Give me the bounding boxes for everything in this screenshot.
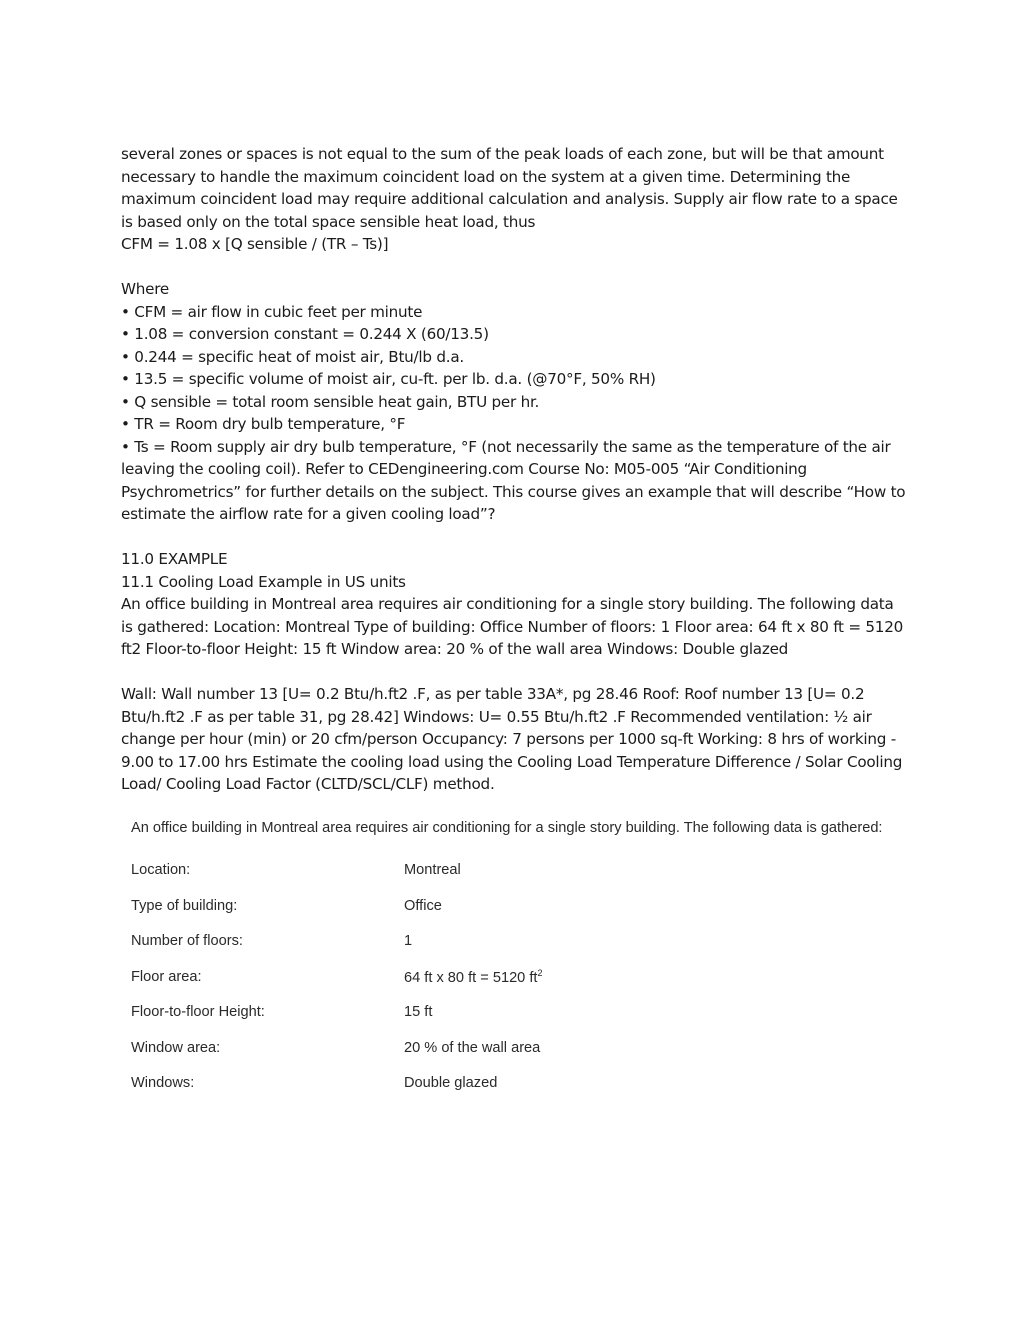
definition-item: • 1.08 = conversion constant = 0.244 X (60/13.5) <box>121 325 489 343</box>
building-data-table <box>131 853 542 1102</box>
row-value: 1 <box>404 933 413 950</box>
spacer <box>121 661 906 684</box>
row-value: 20 % of the wall area <box>404 1039 541 1056</box>
definition-item: • 13.5 = specific volume of moist air, cu-ft. per lb. d.a. (@70°F, 50% RH) <box>121 370 656 388</box>
row-label: Windows: <box>131 1075 195 1092</box>
definition-item: • Q sensible = total room sensible heat gain, BTU per hr. <box>121 392 540 411</box>
table-row <box>131 995 542 1031</box>
row-label: Number of floors: <box>131 933 243 950</box>
figure-intro: An office building in Montreal area requires air conditioning for a single story building. The following data is gathered: <box>131 820 883 836</box>
cfm-formula: CFM = 1.08 x [Q sensible / (TR – Ts)] <box>121 235 389 253</box>
where-label: Where <box>121 280 169 298</box>
row-value: Double glazed <box>404 1075 498 1092</box>
definition-item: • 0.244 = specific heat of moist air, Btu/lb d.a. <box>121 347 464 366</box>
table-row <box>131 924 542 960</box>
definition-item: • Ts = Room supply air dry bulb temperature, °F (not necessarily the same as the temperature of the air leaving the cooling coil). Refer to CEDengineering.com Course No: M05-005 “Air Conditioning Psychrometrics” for further details on the subject. This course gives an example that will describe “How to estimate the airflow rate for a given cooling load”? <box>121 437 906 523</box>
example-data-figure <box>131 815 901 1101</box>
row-value: Montreal <box>404 862 461 879</box>
definition-item: • TR = Room dry bulb temperature, °F <box>121 415 406 433</box>
row-label: Floor area: <box>131 968 202 985</box>
row-value: 15 ft <box>404 1004 433 1021</box>
table-row <box>131 888 542 924</box>
subsection-heading: 11.1 Cooling Load Example in US units <box>121 572 406 591</box>
row-label: Floor-to-floor Height: <box>131 1004 265 1021</box>
spacer <box>121 256 906 279</box>
section-heading: 11.0 EXAMPLE <box>121 550 228 568</box>
row-label: Type of building: <box>131 897 238 914</box>
example-paragraph: Wall: Wall number 13 [U= 0.2 Btu/h.ft2 .F, as per table 33A*, pg 28.46 Roof: Roof number 13 [U= 0.2 Btu/h.ft2 .F as per table 31, pg 28.42] Windows: U= 0.55 Btu/h.ft2 .F Recommended ventilation: ½ air change per hour (min) or 20 cfm/person Occupancy: 7 persons per 1000 sq-ft Working: 8 hrs of working - 9.00 to 17.00 hrs Estimate the cooling load using the Cooling Load Temperature Difference / Solar Cooling Load/ Cooling Load Factor (CLTD/SCL/CLF) method. <box>121 685 903 793</box>
spacer <box>121 526 906 549</box>
row-label: Window area: <box>131 1039 221 1056</box>
table-row <box>131 853 542 889</box>
table-row <box>131 1066 542 1102</box>
row-value: 64 ft x 80 ft = 5120 ft <box>404 969 538 986</box>
document-body <box>121 143 906 796</box>
example-paragraph: An office building in Montreal area requires air conditioning for a single story building. The following data is gathered: Location: Montreal Type of building: Office Number of floors: 1 Floor area: 64 ft x 80 ft = 5120 ft2 Floor-to-floor Height: 15 ft Window area: 20 % of the wall area Windows: Double glazed <box>121 595 904 658</box>
row-label: Location: <box>131 862 191 879</box>
definition-item: • CFM = air flow in cubic feet per minute <box>121 302 423 321</box>
superscript: 2 <box>537 967 543 978</box>
intro-paragraph: several zones or spaces is not equal to the sum of the peak loads of each zone, but will be that amount necessary to handle the maximum coincident load on the system at a given time. Determining the maximum coincident load may require additional calculation and analysis. Supply air flow rate to a space is based only on the total space sensible heat load, thus <box>121 145 898 231</box>
row-value: Office <box>404 897 442 914</box>
table-row <box>131 1030 542 1066</box>
row-value-with-superscript <box>404 959 542 995</box>
table-row <box>131 959 542 995</box>
